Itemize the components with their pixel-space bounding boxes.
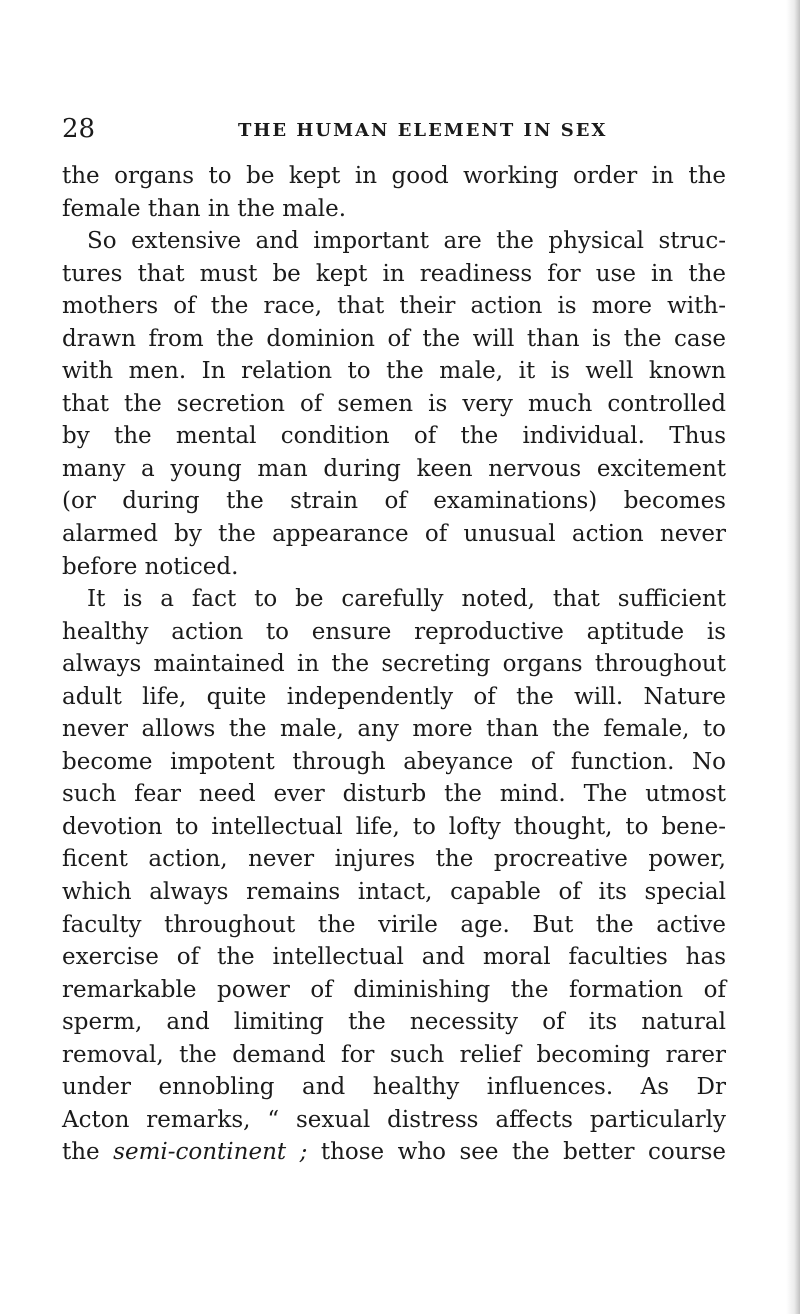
page-number: 28 bbox=[62, 114, 96, 144]
text-line: tures that must be kept in readiness for use in the bbox=[62, 260, 726, 287]
text-fragment: the bbox=[62, 1139, 114, 1166]
text-line: So extensive and important are the physical struc- bbox=[87, 228, 726, 255]
text-line: mothers of the race, that their action is more with- bbox=[62, 293, 726, 320]
text-line: sperm, and limiting the necessity of its natural bbox=[62, 1009, 726, 1036]
text-line: become impotent through abeyance of function. No bbox=[62, 748, 726, 775]
text-line: It is a fact to be carefully noted, that sufficient bbox=[87, 586, 726, 613]
text-line: remarkable power of diminishing the formation of bbox=[62, 976, 726, 1003]
text-line: Acton remarks, “ sexual distress affects particularly bbox=[62, 1106, 726, 1133]
text-line: many a young man during keen nervous excitement bbox=[62, 455, 726, 482]
text-line: by the mental condition of the individual. Thus bbox=[62, 423, 726, 450]
text-line: always maintained in the secreting organs throughout bbox=[62, 651, 726, 678]
text-line: with men. In relation to the male, it is well known bbox=[62, 358, 726, 385]
text-line: the organs to be kept in good working order in the bbox=[62, 163, 726, 189]
text-line: ficent action, never injures the procreative power, bbox=[62, 846, 726, 873]
text-line: (or during the strain of examinations) becomes bbox=[62, 488, 726, 515]
text-line: removal, the demand for such relief becoming rarer bbox=[62, 1041, 726, 1068]
text-line: such fear need ever disturb the mind. The utmost bbox=[62, 781, 726, 808]
text-line-last bbox=[62, 1136, 726, 1169]
italic-text-fragment: semi-continent ; bbox=[113, 1139, 308, 1166]
text-line: adult life, quite independently of the will. Nature bbox=[62, 683, 726, 710]
text-line: that the secretion of semen is very much controlled bbox=[62, 390, 726, 417]
text-line: drawn from the dominion of the will than is the case bbox=[62, 325, 726, 352]
text-line: which always remains intact, capable of its special bbox=[62, 879, 726, 906]
page-header bbox=[62, 112, 732, 146]
text-line: exercise of the intellectual and moral faculties has bbox=[62, 944, 726, 971]
body-text bbox=[62, 160, 726, 1169]
text-line: before noticed. bbox=[62, 553, 239, 580]
text-line: healthy action to ensure reproductive aptitude is bbox=[62, 618, 726, 645]
text-line: never allows the male, any more than the female, to bbox=[62, 716, 726, 743]
text-fragment: those who see the better course bbox=[307, 1139, 726, 1166]
text-line: faculty throughout the virile age. But the active bbox=[62, 911, 726, 938]
text-line: alarmed by the appearance of unusual action never bbox=[62, 521, 726, 548]
text-line: devotion to intellectual life, to lofty thought, to bene- bbox=[62, 813, 726, 840]
text-line: female than in the male. bbox=[62, 195, 347, 222]
running-title: THE HUMAN ELEMENT IN SEX bbox=[238, 120, 608, 141]
text-line: under ennobling and healthy influences. As Dr bbox=[62, 1074, 726, 1101]
page-edge-shadow bbox=[786, 0, 800, 1314]
